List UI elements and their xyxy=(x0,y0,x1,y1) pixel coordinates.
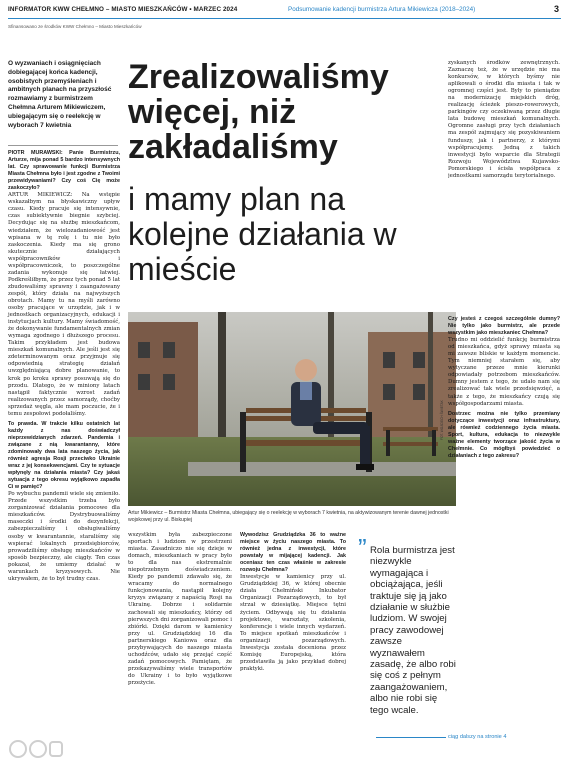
page-number: 3 xyxy=(553,4,559,14)
header-rule xyxy=(8,18,561,19)
section-title: Podsumowanie kadencji burmistrza Artura Mikiewicza (2018–2024) xyxy=(288,6,476,13)
answer-3: wszystkim była zabezpieczone sportach i ludziom w przestrzeni miasta. Zasadniczo nie się dzieje w domach, mieszkaniach w pracy było to dla nas ekstremalnie niepotrzebnym doświadczeniem. Kiedy po pandemii zdawało się, że wracamy do normalnego funkcjonowania, nastąpił kolejny kryzys związany z napaścią Rosji na Ukrainę. Dobrze i solidarnie zachowali się mieszkańcy, którzy od pierwszych dni zorganizowali pomoc i zbiórki. Dzięki darom w kamienicy przy ul. Grudziądzkiej 16 dla partnerskiego Kaniowa oraz dla przybywających do naszego miasta uchodźców, udało się przejąć część zadań pomocowych. Pamiętam, że przekazywaliśmy wiele transportów do Ukrainy i to było wyjątkowe przeżycie. xyxy=(128,532,232,686)
answer-4: Inwestycje w kamienicy przy ul. Grudziądzkiej 36, w której obecnie działa Chełmiński Inkubator Organizacji Pozarządowych, to był strzał w dziesiątkę. Miejsce tętni życiem. Odbywają się tu działania projektowe, warsztaty, szkolenia, konferencje i wiele innych wydarzeń. To miejsce spotkań mieszkańców i organizacji pozarządowych. Inwestycja została doceniona przez Komisję Europejską, która przedstawiła ją jako przykład dobrej praktyki. xyxy=(240,574,346,672)
page-header xyxy=(4,4,565,38)
answer-2: Po wybuchu pandemii wiele się zmieniło. Przede wszystkim trzeba było zorganizować działania pomocowe dla mieszkańców. Dystrybuowaliśmy maseczki i środki do dezynfekcji, zabezpieczaliśmy i obsługiwaliśmy osoby w kwarantannie, staraliśmy się wspierać lokalnych przedsiębiorców, prowadziliśmy obsługę mieszkańców w sposób bezpieczny, ale ciągły. Ten czas pokazał, że umiemy działać w warunkach kryzysowych. Nie ukrywałem, że to był trudny czas. xyxy=(8,491,120,582)
continued-link[interactable]: ciąg dalszy na stronie 4 xyxy=(448,734,507,740)
question-5: Dostrzec można nie tylko przemiany dotyczące inwestycji oraz infrastruktury, ale również codziennego życia miasta. Sport, kultura, edukacja to niezwykle ważne elementy tworzące jakość życia w Chełmnie. Co mógłbyś powiedzieć o działaniach z tego zakresu? xyxy=(448,410,560,459)
pull-quote: Rola burmistrza jest niezwykle wymagająca i obciążająca, jeśli traktuje się ją jako działanie w służbie ludziom. W swojej pracy zawodowej zawsze wyznawałem zasadę, że albo robi się coś z pełnym zaangażowaniem, albo nie robi się tego wcale. xyxy=(370,545,456,716)
question-1: PIOTR MURAWSKI: Panie Burmistrzu, Arturze, mija ponad 5 bardzo intensywnych lat. Czy sprawowanie funkcji Burmistrza Miasta Chełmna było i jest zgodne z Twoimi przewidywaniami? Czy coś Cię może zaskoczyło? xyxy=(8,150,120,192)
continued-rule xyxy=(376,737,446,738)
question-3: Wywodzisz Grudziądzka 36 to ważne miejsce w życiu naszego miasta. To również jedna z inwestycji, które powstały w mijającej kadencji. Jak oceniasz ten czas właśnie w zakresie rozwoju Chełmna? xyxy=(240,532,346,574)
article-column-2 xyxy=(128,532,232,758)
headline-light: i mamy plan na kolejne działania w mieście xyxy=(128,181,397,287)
article-column-4 xyxy=(448,60,560,310)
article-column-3 xyxy=(240,532,346,758)
publication-title: INFORMATOR KWW CHEŁMNO – MIASTO MIESZKAŃCÓW • MARZEC 2024 xyxy=(8,6,238,13)
lead-divider xyxy=(8,145,118,146)
portrait-photo xyxy=(128,312,456,506)
question-4: Czy jesteś z czegoś szczególnie dumny? Nie tylko jako burmistrz, ale przede wszystkim jako mieszkaniec Chełmna? xyxy=(448,316,560,337)
lead-paragraph: O wyzwaniach i osiągnięciach dobiegającej końca kadencji, osobistych przemyśleniach i ambitnych planach na przyszłość rozmawiamy z burmistrzem Chełmna Arturem Mikiewiczem, ubiegającym się o reelekcję w wyborach 7 kwietnia xyxy=(8,60,112,129)
photo-illustration xyxy=(128,312,456,506)
article-column-4b xyxy=(448,316,560,712)
article-column-1 xyxy=(8,150,120,583)
funding-note: Sfinansowano ze środków KWW Chełmno – Miasto Mieszkańców xyxy=(8,24,142,29)
photo-credit: FOT. WOJCIECH ŚWIETAK xyxy=(440,400,444,440)
answer-1: ARTUR MIKIEWICZ: Na wstępie wskazałbym na błyskawiczny upływ czasu. Kiedy pracuje się intensywnie, czas subiektywnie biegnie szybciej. Decydując się na służbę mieszkańcom, wiedziałem, że wielozadaniowość jest wpisana w tę rolę i tu nie było zaskoczenia. Kiedy ma się grono skutecznie działających współpracowników i współpracowniczek, to poszczególne zadania wykonuje się łatwiej. Podkreśliłbym, że przez tych ponad 5 lat zbudowaliśmy sprawny i zaangażowany zespół, który działa na najwyższych obrotach. Mamy tu na myśli zarówno osoby pracujące w urzędzie, jak i w jednostkach organizacyjnych, edukacji i instytucjach kultury. Mamy świadomość, że dokonywanie fundamentalnych zmian wymaga zgodnego i dłuższego procesu. Takim przykładem jest budowa mieszkań komunalnych. Ale jeśli jest się zdeterminowanym oraz przyjmuje się odpowiednią strategię działań uwzględniającą dobre planowanie, to krok po kroku sprawy posuwają się do przodu. Dlatego, że w miniony latach nastąpił faktycznie wzrost zadań realizowanych przez samorządy, choćby sprzedaż węgla, ale mam poczucie, że i temu zespołowi podołaliśmy. xyxy=(8,192,120,417)
answer-6: Trudno mi oddzielić funkcję burmistrza od mieszkańca, gdyż sprawy miasta są mi zawsze bliskie w każdym momencie. Tym niemniej starałem się, aby wytyczane przeze mnie kierunki odpowiadały potrzebom mieszkańców. Dumny jestem z tego, że udało nam się zrealizować tak wiele przedsięwzięć, a także z tego, że mieszkańcy czują się współgospodarzami miasta. xyxy=(448,337,560,407)
watermark-logo xyxy=(8,738,64,760)
photo-caption: Artur Mikiewicz – Burmistrz Miasta Chełmna, ubiegający się o reelekcję w wyborach 7 kwietnia, na aktywizowanym terenie dawnej jednostki wojskowej przy ul. Biskupiej xyxy=(128,510,449,523)
headline-bold: Zrealizowaliśmy więcej, niż zakładaliśmy xyxy=(128,58,389,166)
answer-5: zyskanych środków zewnętrznych. Zaznaczę też, że w urzędzie nie ma konkursów, w których byśmy nie aplikowali o środki dla miasta i tak w ogromnej części jest. Były to pieniądze na modernizację miejskich dróg, realizację ścieżek pieszo-rowerowych, parkingów czy oczekiwaną przez długie lata budowę mieszkań komunalnych. Ogromne zasługi przy tych działaniach ma zespół zajmujący się pozyskiwaniem funduszy, jak i partnerzy, z którymi współpracujemy. Jedną z takich inwestycji było wsparcie dla Strategii Rozwoju Województwa Kujawsko-Pomorskiego i ścisła współpraca z jednostkami samorządu terytorialnego. xyxy=(448,60,560,179)
question-2: To prawda. W trakcie kilku ostatnich lat każdy z nas doświadczył nieprzewidzianych zdarzeń. Pandemia i związane z nią kwarantanny, które zdominowały dwa lata naszego życia, jak również agresja Rosji przeciwko Ukrainie wraz z jej konsekwencjami. Czy te sytuacje wpłynęły na działania miasta? Czy jakaś sytuacja z tego okresu wyjątkowo zapadła Ci w pamięć? xyxy=(8,420,120,491)
quote-mark-icon: ” xyxy=(358,533,367,563)
